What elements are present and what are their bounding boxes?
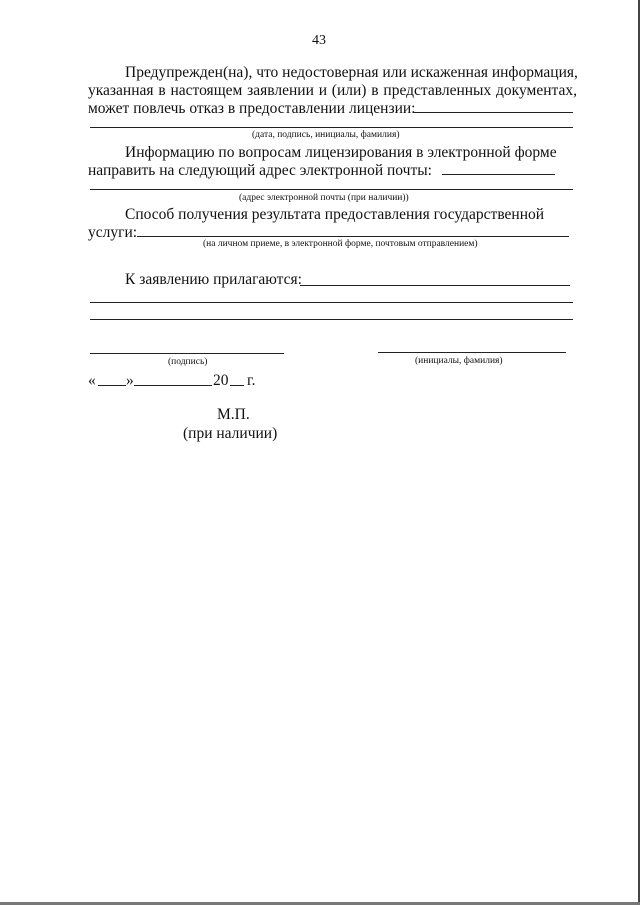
email-field[interactable] [90,189,573,190]
result-method-line-2: услуги: [88,224,138,241]
page-number: 43 [312,33,326,48]
date-signature-caption: (дата, подпись, инициалы, фамилия) [252,130,400,140]
result-method-caption: (на личном приеме, в электронной форме, почтовым отправлением) [203,239,478,249]
signature-caption: (подпись) [168,357,208,367]
signature-field[interactable] [90,353,284,354]
email-info-line-2: направить на следующий адрес электронной почты: [88,162,432,179]
license-denial-field[interactable] [413,112,573,113]
stamp-label: М.П. [217,406,250,423]
email-info-line-1: Информацию по вопросам лицензирования в электронной форме [125,144,557,161]
stamp-note: (при наличии) [183,425,278,442]
date-year-suffix: г. [247,372,256,389]
date-close-quote: » [126,372,134,389]
email-field-inline[interactable] [442,174,555,175]
attachments-field-3[interactable] [90,319,573,320]
date-year-prefix: 20 [213,372,229,389]
date-month-field[interactable] [134,385,212,386]
result-method-line-1: Способ получения результата предоставления государственной [125,206,545,223]
name-caption: (инициалы, фамилия) [415,356,503,366]
result-method-field[interactable] [137,236,569,237]
date-signature-field[interactable] [90,127,573,128]
date-day-field[interactable] [98,385,126,386]
warning-line-2: указанная в настоящем заявлении и (или) в представленных документах, [88,82,577,99]
attachments-field-2[interactable] [90,302,573,303]
date-open-quote: « [88,372,96,389]
name-field[interactable] [378,352,566,353]
attachments-label: К заявлению прилагаются: [125,271,302,288]
attachments-field-1[interactable] [300,285,570,286]
warning-line-3: может повлечь отказ в предоставлении лицензии: [88,100,416,117]
warning-line-1: Предупрежден(на), что недостоверная или искаженная информация, [125,64,578,81]
email-caption: (адрес электронной почты (при наличии)) [239,193,409,203]
date-year-field[interactable] [230,385,244,386]
